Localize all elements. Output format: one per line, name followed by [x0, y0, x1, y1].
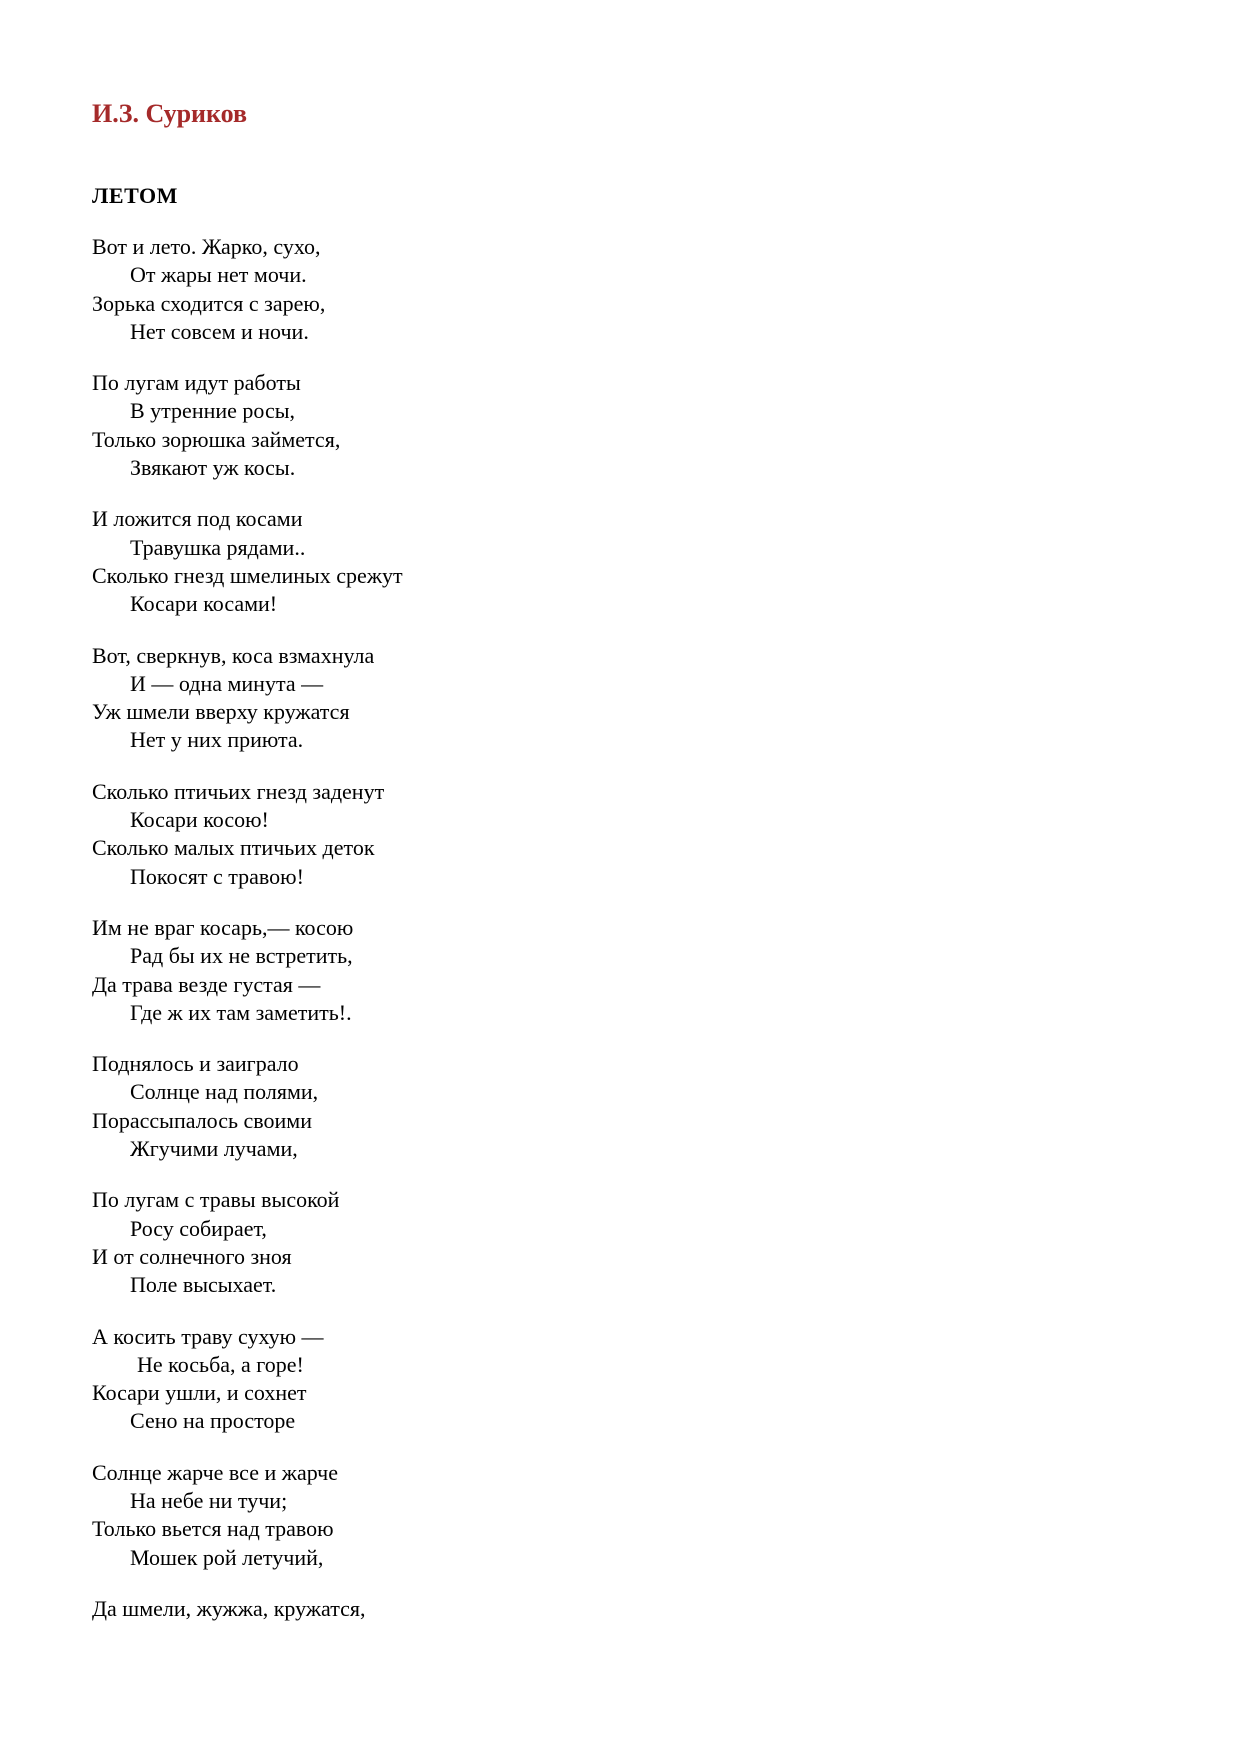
stanza: [92, 1595, 792, 1623]
poem-line: Сколько птичьих гнезд заденут: [92, 778, 385, 804]
stanza: [92, 1050, 792, 1163]
stanza: [92, 642, 792, 755]
poem-line: Порассыпалось своими: [92, 1107, 312, 1133]
stanza: [92, 1323, 792, 1436]
poem-line: Зорька сходится с зарею,: [92, 290, 326, 316]
author-name: И.З. Суриков: [92, 99, 248, 128]
poem-line: Косари косами!: [130, 591, 278, 617]
poem-line: Только зорюшка займется,: [92, 426, 341, 452]
stanza: [92, 233, 792, 346]
poem-line: Да трава везде густая —: [92, 971, 321, 997]
poem-line: По лугам с травы высокой: [92, 1187, 340, 1213]
poem-line: Нет совсем и ночи.: [130, 318, 309, 344]
stanza: [92, 369, 792, 482]
poem-line: Вот, сверкнув, коса взмахнула: [92, 642, 375, 668]
poem-line: Вот и лето. Жарко, сухо,: [92, 234, 321, 259]
poem-line: Жгучими лучами,: [130, 1136, 298, 1162]
poem-line: Солнце жарче все и жарче: [92, 1459, 338, 1485]
poem-line: Косари косою!: [130, 807, 269, 833]
poem-line: Мошек рой летучий,: [130, 1544, 324, 1570]
poem-line: И — одна минута —: [130, 670, 324, 696]
poem-line: Рад бы их не встретить,: [130, 943, 353, 969]
poem-line: Солнце над полями,: [130, 1079, 319, 1105]
poem-body: [92, 233, 792, 1646]
poem-line: Только вьется над травою: [92, 1516, 334, 1542]
stanza: [92, 505, 792, 618]
stanza: [92, 1459, 792, 1572]
poem-line: Травушка рядами..: [130, 534, 306, 560]
poem-title: ЛЕТОМ: [92, 183, 178, 208]
poem-line: Им не враг косарь,— косою: [92, 914, 354, 940]
poem-line: Да шмели, жужжа, кружатся,: [92, 1595, 366, 1621]
stanza: [92, 1186, 792, 1299]
poem-line: Косари ушли, и сохнет: [92, 1380, 307, 1406]
poem-line: От жары нет мочи.: [130, 262, 307, 288]
poem-line: Уж шмели вверху кружатся: [92, 699, 350, 725]
poem-line: Где ж их там заметить!.: [130, 999, 352, 1025]
poem-line: Росу собирает,: [130, 1215, 267, 1241]
poem-line: Звякают уж косы.: [130, 455, 296, 481]
poem-line: Сколько малых птичьих деток: [92, 835, 375, 861]
poem-line: Поднялось и заиграло: [92, 1051, 299, 1077]
poem-line: Сено на просторе: [130, 1408, 296, 1434]
poem-line: Поле высыхает.: [130, 1272, 277, 1298]
poem-line: Не косьба, а горе!: [137, 1351, 304, 1377]
poem-line: Нет у них приюта.: [130, 727, 304, 753]
stanza: [92, 778, 792, 891]
poem-line: На небе ни тучи;: [130, 1487, 288, 1513]
poem-line: Покосят с травою!: [130, 863, 304, 889]
poem-line: Сколько гнезд шмелиных срежут: [92, 562, 403, 588]
poem-line: В утренние росы,: [130, 398, 295, 424]
poem-line: По лугам идут работы: [92, 370, 301, 396]
poem-line: И ложится под косами: [92, 506, 303, 532]
stanza: [92, 914, 792, 1027]
poem-line: И от солнечного зноя: [92, 1243, 292, 1269]
poem-line: А косить траву сухую —: [92, 1323, 324, 1349]
